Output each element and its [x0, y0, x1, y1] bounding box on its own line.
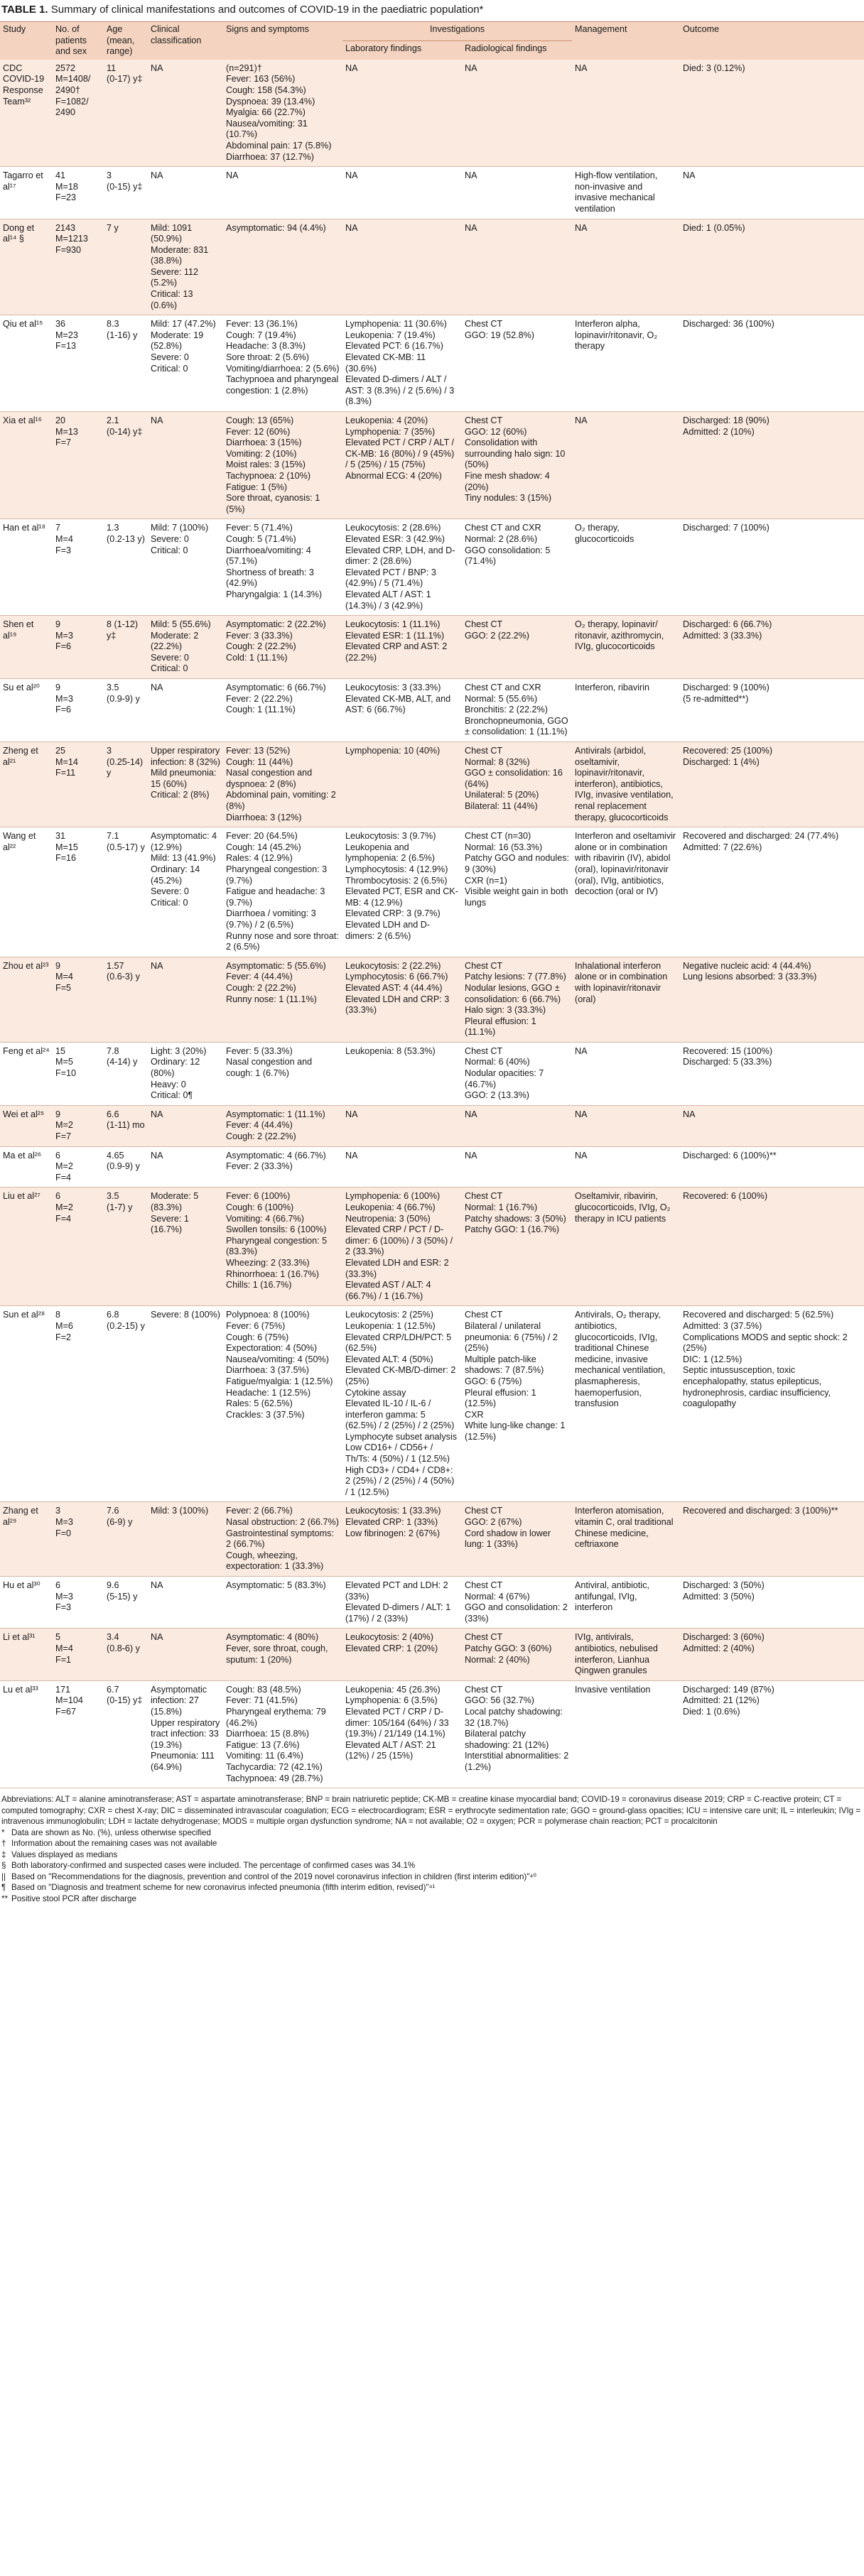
cell-age: 9.6 (5-15) y	[104, 1577, 148, 1629]
footnote-symbol: ‡	[1, 1849, 6, 1859]
cell-patients: 20 M=13 F=7	[53, 412, 104, 519]
cell-patients: 31 M=15 F=16	[53, 827, 104, 957]
footnote	[1, 1849, 863, 1861]
table-label: TABLE 1.	[1, 4, 48, 16]
table-row	[0, 957, 864, 1042]
cell-study: Ma et al²⁶	[0, 1146, 53, 1188]
footnote-symbol: ||	[1, 1871, 6, 1881]
footnotes	[0, 1788, 864, 1904]
cell-management: NA	[572, 412, 680, 519]
cell-lab: NA	[342, 60, 462, 167]
cell-age: 8.3 (1-16) y	[104, 315, 148, 412]
cell-radio: Chest CT GGO: 2 (22.2%)	[462, 616, 572, 679]
cell-study: Shen et al¹⁹	[0, 616, 53, 679]
cell-outcome: Recovered and discharged: 24 (77.4%) Admitted: 7 (22.6%)	[680, 827, 864, 957]
cell-age: 3.5 (0.9-9) y	[104, 679, 148, 742]
cell-radio: Chest CT GGO: 19 (52.8%)	[462, 315, 572, 412]
cell-lab: Leukocytosis: 2 (22.2%) Lymphocytosis: 6 (66.7%) Elevated AST: 4 (44.4%) Elevated LDH and CRP: 3 (33.3%)	[342, 957, 462, 1042]
cell-radio: Chest CT (n=30) Normal: 16 (53.3%) Patchy GGO and nodules: 9 (30%) CXR (n=1) Visible weight gain in both lungs	[462, 827, 572, 957]
cell-radio: NA	[462, 219, 572, 315]
footnote-symbol: **	[1, 1893, 9, 1903]
cell-lab: Lymphopenia: 10 (40%)	[342, 742, 462, 827]
cell-radio: Chest CT Normal: 4 (67%) GGO and consolidation: 2 (33%)	[462, 1577, 572, 1629]
cell-signs: Polypnoea: 8 (100%) Fever: 6 (75%) Cough: 6 (75%) Expectoration: 4 (50%) Nausea/vomiting: 4 (50%) Diarrhoea: 3 (37.5%) Fatigue/myalgia: 1 (12.5%) Headache: 1 (12.5%) Rales: 5 (62.5%) Crackles: 3 (37.5%)	[223, 1306, 342, 1502]
cell-age: 7 y	[104, 219, 148, 315]
cell-clinical: Mild: 17 (47.2%) Moderate: 19 (52.8%) Severe: 0 Critical: 0	[148, 315, 223, 412]
cell-patients: 9 M=3 F=6	[53, 616, 104, 679]
footnote-list	[1, 1827, 863, 1905]
footnote-text: Data are shown as No. (%), unless otherwise specified	[11, 1827, 211, 1837]
table-row	[0, 60, 864, 167]
cell-outcome: Died: 1 (0.05%)	[680, 219, 864, 315]
cell-clinical: Light: 3 (20%) Ordinary: 12 (80%) Heavy: 0 Critical: 0¶	[148, 1042, 223, 1105]
cell-patients: 7 M=4 F=3	[53, 519, 104, 616]
header-radiological-findings: Radiological findings	[462, 40, 572, 59]
table-row	[0, 1105, 864, 1146]
cell-study: CDC COVID-19 Response Team³²	[0, 60, 53, 167]
cell-management: Inhalational interferon alone or in combination with lopinavir/ritonavir (oral)	[572, 957, 680, 1042]
table-row	[0, 616, 864, 679]
cell-study: Su et al²⁰	[0, 679, 53, 742]
cell-management: Interferon and oseltamivir alone or in combination with ribavirin (IV), abidol (oral), lopinavir/ritonavir (oral), IVIg, antibiotics, decoction (oral or IV)	[572, 827, 680, 957]
cell-study: Wei et al²⁵	[0, 1105, 53, 1146]
cell-age: 7.8 (4-14) y	[104, 1042, 148, 1105]
cell-clinical: NA	[148, 957, 223, 1042]
footnote-text: Information about the remaining cases was not available	[11, 1839, 217, 1849]
cell-radio: Chest CT and CXR Normal: 5 (55.6%) Bronchitis: 2 (22.2%) Bronchopneumonia, GGO ± consolidation: 1 (11.1%)	[462, 679, 572, 742]
cell-outcome: Recovered and discharged: 3 (100%)**	[680, 1502, 864, 1577]
cell-clinical: NA	[148, 167, 223, 219]
cell-age: 3.4 (0.8-6) y	[104, 1629, 148, 1680]
cell-signs: Asymptomatic: 1 (11.1%) Fever: 4 (44.4%) Cough: 2 (22.2%)	[223, 1105, 342, 1146]
footnote	[1, 1838, 863, 1849]
cell-patients: 6 M=3 F=3	[53, 1577, 104, 1629]
footnote-text: Based on "Diagnosis and treatment scheme for new coronavirus infected pneumonia (fifth interim edition, revised)"⁴¹	[11, 1883, 436, 1893]
cell-clinical: Asymptomatic: 4 (12.9%) Mild: 13 (41.9%) Ordinary: 14 (45.2%) Severe: 0 Critical: 0	[148, 827, 223, 957]
table-row	[0, 519, 864, 616]
cell-management: Interferon alpha, lopinavir/ritonavir, O₂ therapy	[572, 315, 680, 412]
cell-outcome: Recovered: 6 (100%)	[680, 1188, 864, 1306]
cell-patients: 3 M=3 F=0	[53, 1502, 104, 1577]
cell-outcome: Discharged: 149 (87%) Admitted: 21 (12%) Died: 1 (0.6%)	[680, 1680, 864, 1788]
cell-management: Antivirals, O₂ therapy, antibiotics, glucocorticoids, IVIg, traditional Chinese medicine, invasive mechanical ventilation, plasmapheresis, haemoperfusion, transfusion	[572, 1306, 680, 1502]
cell-lab: Leukocytosis: 2 (28.6%) Elevated ESR: 3 (42.9%) Elevated CRP, LDH, and D-dimer: 2 (28.6%) Elevated PCT / BNP: 3 (42.9%) / 5 (71.4%) Elevated ALT / AST: 1 (14.3%) / 3 (42.9%)	[342, 519, 462, 616]
cell-radio: Chest CT Patchy GGO: 3 (60%) Normal: 2 (40%)	[462, 1629, 572, 1680]
cell-management: Interferon, ribavirin	[572, 679, 680, 742]
cell-signs: Fever: 13 (52%) Cough: 11 (44%) Nasal congestion and dyspnoea: 2 (8%) Abdominal pain, vomiting: 2 (8%) Diarrhoea: 3 (12%)	[223, 742, 342, 827]
table-row	[0, 679, 864, 742]
header-management: Management	[572, 22, 680, 60]
cell-radio: NA	[462, 1105, 572, 1146]
table-row	[0, 827, 864, 957]
summary-table	[0, 21, 864, 1788]
cell-outcome: NA	[680, 1105, 864, 1146]
cell-signs: Asymptomatic: 4 (80%) Fever, sore throat, cough, sputum: 1 (20%)	[223, 1629, 342, 1680]
cell-management: High-flow ventilation, non-invasive and invasive mechanical ventilation	[572, 167, 680, 219]
cell-signs: Cough: 13 (65%) Fever: 12 (60%) Diarrhoea: 3 (15%) Vomiting: 2 (10%) Moist rales: 3 (15%) Tachypnoea: 2 (10%) Fatigue: 1 (5%) Sore throat, cyanosis: 1 (5%)	[223, 412, 342, 519]
cell-radio: Chest CT GGO: 56 (32.7%) Local patchy shadowing: 32 (18.7%) Bilateral patchy shadowing: 21 (12%) Interstitial abnormalities: 2 (1.2%)	[462, 1680, 572, 1788]
cell-outcome: Negative nucleic acid: 4 (44.4%) Lung lesions absorbed: 3 (33.3%)	[680, 957, 864, 1042]
cell-study: Zhang et al²⁹	[0, 1502, 53, 1577]
cell-radio: Chest CT GGO: 12 (60%) Consolidation with surrounding halo sign: 10 (50%) Fine mesh shadow: 4 (20%) Tiny nodules: 3 (15%)	[462, 412, 572, 519]
cell-age: 7.6 (6-9) y	[104, 1502, 148, 1577]
cell-lab: NA	[342, 1105, 462, 1146]
cell-signs: Fever: 6 (100%) Cough: 6 (100%) Vomiting: 4 (66.7%) Swollen tonsils: 6 (100%) Pharyngeal congestion: 5 (83.3%) Wheezing: 2 (33.3%) Rhinorrhoea: 1 (16.7%) Chills: 1 (16.7%)	[223, 1188, 342, 1306]
cell-lab: Leukocytosis: 1 (33.3%) Elevated CRP: 1 (33%) Low fibrinogen: 2 (67%)	[342, 1502, 462, 1577]
table-body	[0, 60, 864, 1788]
table-row	[0, 315, 864, 412]
cell-signs: Fever: 2 (66.7%) Nasal obstruction: 2 (66.7%) Gastrointestinal symptoms: 2 (66.7%) Cough, wheezing, expectoration: 1 (33.3%)	[223, 1502, 342, 1577]
cell-lab: Leukocytosis: 1 (11.1%) Elevated ESR: 1 (11.1%) Elevated CRP and AST: 2 (22.2%)	[342, 616, 462, 679]
footnote-symbol: †	[1, 1839, 6, 1849]
cell-study: Zhou et al²³	[0, 957, 53, 1042]
cell-lab: Leukocytosis: 3 (33.3%) Elevated CK-MB, ALT, and AST: 6 (66.7%)	[342, 679, 462, 742]
cell-management: Antiviral, antibiotic, antifungal, IVIg, interferon	[572, 1577, 680, 1629]
cell-study: Lu et al³³	[0, 1680, 53, 1788]
table-caption	[0, 0, 864, 21]
cell-outcome: Discharged: 6 (100%)**	[680, 1146, 864, 1188]
header-investigations: Investigations	[342, 22, 572, 41]
cell-age: 6.7 (0-15) y‡	[104, 1680, 148, 1788]
cell-signs: Asymptomatic: 2 (22.2%) Fever: 3 (33.3%) Cough: 2 (22.2%) Cold: 1 (11.1%)	[223, 616, 342, 679]
cell-patients: 5 M=4 F=1	[53, 1629, 104, 1680]
cell-management: NA	[572, 60, 680, 167]
cell-lab: Leukocytosis: 3 (9.7%) Leukopenia and lymphopenia: 2 (6.5%) Lymphocytosis: 4 (12.9%) Thrombocytosis: 2 (6.5%) Elevated PCT, ESR and CK-MB: 4 (12.9%) Elevated CRP: 3 (9.7%) Elevated LDH and D-dimers: 2 (6.5%)	[342, 827, 462, 957]
cell-radio: Chest CT Patchy lesions: 7 (77.8%) Nodular lesions, GGO ± consolidation: 6 (66.7%) Halo sign: 3 (33.3%) Pleural effusion: 1 (11.1%)	[462, 957, 572, 1042]
header-laboratory-findings: Laboratory findings	[342, 40, 462, 59]
cell-lab: Elevated PCT and LDH: 2 (33%) Elevated D-dimers / ALT: 1 (17%) / 2 (33%)	[342, 1577, 462, 1629]
cell-management: Invasive ventilation	[572, 1680, 680, 1788]
table-row	[0, 1502, 864, 1577]
cell-age: 3.5 (1-7) y	[104, 1188, 148, 1306]
cell-age: 1.57 (0.6-3) y	[104, 957, 148, 1042]
cell-outcome: Discharged: 3 (60%) Admitted: 2 (40%)	[680, 1629, 864, 1680]
footnote-text: Both laboratory-confirmed and suspected cases were included. The percentage of confirmed cases was 34.1%	[11, 1861, 416, 1871]
cell-radio: Chest CT Normal: 8 (32%) GGO ± consolidation: 16 (64%) Unilateral: 5 (20%) Bilateral: 11 (44%)	[462, 742, 572, 827]
cell-clinical: Mild: 1091 (50.9%) Moderate: 831 (38.8%) Severe: 112 (5.2%) Critical: 13 (0.6%)	[148, 219, 223, 315]
cell-management: NA	[572, 1146, 680, 1188]
header-patients: No. of patients and sex	[53, 22, 104, 60]
cell-patients: 36 M=23 F=13	[53, 315, 104, 412]
cell-signs: (n=291)† Fever: 163 (56%) Cough: 158 (54.3%) Dyspnoea: 39 (13.4%) Myalgia: 66 (22.7%) Nausea/vomiting: 31 (10.7%) Abdominal pain: 17 (5.8%) Diarrhoea: 37 (12.7%)	[223, 60, 342, 167]
table-row	[0, 1577, 864, 1629]
cell-signs: Asymptomatic: 5 (55.6%) Fever: 4 (44.4%) Cough: 2 (22.2%) Runny nose: 1 (11.1%)	[223, 957, 342, 1042]
table-row	[0, 742, 864, 827]
cell-outcome: Discharged: 18 (90%) Admitted: 2 (10%)	[680, 412, 864, 519]
cell-signs: Asymptomatic: 5 (83.3%)	[223, 1577, 342, 1629]
cell-outcome: Discharged: 7 (100%)	[680, 519, 864, 616]
cell-study: Feng et al²⁴	[0, 1042, 53, 1105]
cell-patients: 9 M=2 F=7	[53, 1105, 104, 1146]
cell-radio: NA	[462, 60, 572, 167]
cell-outcome: Discharged: 6 (66.7%) Admitted: 3 (33.3%)	[680, 616, 864, 679]
cell-patients: 6 M=2 F=4	[53, 1146, 104, 1188]
footnote-symbol: ¶	[1, 1883, 6, 1893]
cell-management: Oseltamivir, ribavirin, glucocorticoids, IVIg, O₂ therapy in ICU patients	[572, 1188, 680, 1306]
cell-management: NA	[572, 1042, 680, 1105]
cell-radio: Chest CT and CXR Normal: 2 (28.6%) GGO consolidation: 5 (71.4%)	[462, 519, 572, 616]
header-signs-symptoms: Signs and symptoms	[223, 22, 342, 60]
cell-study: Liu et al²⁷	[0, 1188, 53, 1306]
cell-study: Tagarro et al¹⁷	[0, 167, 53, 219]
cell-signs: Fever: 13 (36.1%) Cough: 7 (19.4%) Headache: 3 (8.3%) Sore throat: 2 (5.6%) Vomiting/diarrhoea: 2 (5.6%) Tachypnoea and pharyngeal congestion: 1 (2.8%)	[223, 315, 342, 412]
cell-lab: Lymphopenia: 6 (100%) Leukopenia: 4 (66.7%) Neutropenia: 3 (50%) Elevated CRP / PCT / D-dimer: 6 (100%) / 3 (50%) / 2 (33.3%) Elevated LDH and ESR: 2 (33.3%) Elevated AST / ALT: 4 (66.7%) / 1 (16.7%)	[342, 1188, 462, 1306]
footnote	[1, 1860, 863, 1871]
cell-age: 2.1 (0-14) y‡	[104, 412, 148, 519]
footnote-text: Positive stool PCR after discharge	[11, 1893, 136, 1903]
table-row	[0, 1042, 864, 1105]
cell-patients: 9 M=3 F=6	[53, 679, 104, 742]
cell-clinical: NA	[148, 1146, 223, 1188]
cell-radio: Chest CT Normal: 1 (16.7%) Patchy shadows: 3 (50%) Patchy GGO: 1 (16.7%)	[462, 1188, 572, 1306]
cell-outcome: Recovered: 25 (100%) Discharged: 1 (4%)	[680, 742, 864, 827]
cell-age: 1.3 (0.2-13 y)	[104, 519, 148, 616]
table-row	[0, 167, 864, 219]
cell-clinical: Mild: 7 (100%) Severe: 0 Critical: 0	[148, 519, 223, 616]
cell-clinical: NA	[148, 1105, 223, 1146]
header-outcome: Outcome	[680, 22, 864, 60]
cell-lab: Lymphopenia: 11 (30.6%) Leukopenia: 7 (19.4%) Elevated PCT: 6 (16.7%) Elevated CK-MB: 11 (30.6%) Elevated D-dimers / ALT / AST: 3 (8.3%) / 2 (5.6%) / 3 (8.3%)	[342, 315, 462, 412]
header-age: Age (mean, range)	[104, 22, 148, 60]
cell-outcome: Discharged: 9 (100%) (5 re-admitted**)	[680, 679, 864, 742]
table-row	[0, 1146, 864, 1188]
cell-study: Hu et al³⁰	[0, 1577, 53, 1629]
cell-study: Dong et al¹⁴ §	[0, 219, 53, 315]
cell-outcome: Recovered and discharged: 5 (62.5%) Admitted: 3 (37.5%) Complications MODS and septic shock: 2 (25%) DIC: 1 (12.5%) Septic intussusception, toxic encephalopathy, status epilepticus, hydronephrosis, cardiac insufficiency, coagulopathy	[680, 1306, 864, 1502]
table-row	[0, 1306, 864, 1502]
cell-radio: NA	[462, 1146, 572, 1188]
cell-lab: Leukocytosis: 2 (40%) Elevated CRP: 1 (20%)	[342, 1629, 462, 1680]
cell-lab: Leukopenia: 45 (26.3%) Lymphopenia: 6 (3.5%) Elevated PCT / CRP / D-dimer: 105/164 (64%) / 33 (19.3%) / 21/149 (14.1%) Elevated ALT / AST: 21 (12%) / 25 (15%)	[342, 1680, 462, 1788]
header-study: Study	[0, 22, 53, 60]
table-row	[0, 1680, 864, 1788]
cell-management: IVIg, antivirals, antibiotics, nebulised interferon, Lianhua Qingwen granules	[572, 1629, 680, 1680]
cell-radio: Chest CT Normal: 6 (40%) Nodular opacities: 7 (46.7%) GGO: 2 (13.3%)	[462, 1042, 572, 1105]
cell-patients: 8 M=6 F=2	[53, 1306, 104, 1502]
cell-study: Sun et al²⁸	[0, 1306, 53, 1502]
cell-radio: Chest CT GGO: 2 (67%) Cord shadow in lower lung: 1 (33%)	[462, 1502, 572, 1577]
cell-signs: NA	[223, 167, 342, 219]
cell-age: 11 (0-17) y‡	[104, 60, 148, 167]
footnote-symbol: *	[1, 1827, 5, 1837]
cell-management: Antivirals (arbidol, oseltamivir, lopinavir/ritonavir, interferon), antibiotics, IVIg, invasive ventilation, renal replacement therapy, glucocorticoids	[572, 742, 680, 827]
cell-clinical: Upper respiratory infection: 8 (32%) Mild pneumonia: 15 (60%) Critical: 2 (8%)	[148, 742, 223, 827]
cell-lab: Leukocytosis: 2 (25%) Leukopenia: 1 (12.5%) Elevated CRP/LDH/PCT: 5 (62.5%) Elevated ALT: 4 (50%) Elevated CK-MB/D-dimer: 2 (25%) Cytokine assay Elevated IL-10 / IL-6 / interferon gamma: 5 (62.5%) / 2 (25%) / 2 (25%) Lymphocyte subset analysis Low CD16+ / CD56+ / Th/Ts: 4 (50%) / 1 (12.5%) High CD3+ / CD4+ / CD8+: 2 (25%) / 2 (25%) / 4 (50%) / 1 (12.5%)	[342, 1306, 462, 1502]
cell-patients: 41 M=18 F=23	[53, 167, 104, 219]
cell-signs: Asymptomatic: 94 (4.4%)	[223, 219, 342, 315]
table-row	[0, 412, 864, 519]
cell-study: Han et al¹⁸	[0, 519, 53, 616]
header-clinical-classification: Clinical classification	[148, 22, 223, 60]
cell-patients: 9 M=4 F=5	[53, 957, 104, 1042]
footnote	[1, 1871, 863, 1883]
cell-clinical: NA	[148, 412, 223, 519]
cell-signs: Fever: 20 (64.5%) Cough: 14 (45.2%) Rales: 4 (12.9%) Pharyngeal congestion: 3 (9.7%) Fatigue and headache: 3 (9.7%) Diarrhoea / vomiting: 3 (9.7%) / 2 (6.5%) Runny nose and sore throat: 2 (6.5%)	[223, 827, 342, 957]
cell-clinical: NA	[148, 1629, 223, 1680]
cell-signs: Fever: 5 (71.4%) Cough: 5 (71.4%) Diarrhoea/vomiting: 4 (57.1%) Shortness of breath: 3 (42.9%) Pharyngalgia: 1 (14.3%)	[223, 519, 342, 616]
cell-patients: 15 M=5 F=10	[53, 1042, 104, 1105]
cell-study: Li et al³¹	[0, 1629, 53, 1680]
table-row	[0, 1188, 864, 1306]
cell-lab: Leukopenia: 8 (53.3%)	[342, 1042, 462, 1105]
cell-outcome: Discharged: 3 (50%) Admitted: 3 (50%)	[680, 1577, 864, 1629]
cell-age: 3 (0.25-14) y	[104, 742, 148, 827]
cell-outcome: Discharged: 36 (100%)	[680, 315, 864, 412]
cell-outcome: NA	[680, 167, 864, 219]
cell-clinical: Severe: 8 (100%)	[148, 1306, 223, 1502]
footnote	[1, 1827, 863, 1839]
cell-outcome: Recovered: 15 (100%) Discharged: 5 (33.3%)	[680, 1042, 864, 1105]
table-row	[0, 1629, 864, 1680]
footnote-symbol: §	[1, 1861, 6, 1871]
cell-clinical: NA	[148, 679, 223, 742]
cell-radio: Chest CT Bilateral / unilateral pneumonia: 6 (75%) / 2 (25%) Multiple patch-like shadows: 7 (87.5%) GGO: 6 (75%) Pleural effusion: 1 (12.5%) CXR White lung-like change: 1 (12.5%)	[462, 1306, 572, 1502]
cell-patients: 6 M=2 F=4	[53, 1188, 104, 1306]
cell-patients: 25 M=14 F=11	[53, 742, 104, 827]
cell-patients: 171 M=104 F=67	[53, 1680, 104, 1788]
cell-study: Xia et al¹⁶	[0, 412, 53, 519]
cell-radio: NA	[462, 167, 572, 219]
cell-signs: Asymptomatic: 6 (66.7%) Fever: 2 (22.2%) Cough: 1 (11.1%)	[223, 679, 342, 742]
cell-lab: Leukopenia: 4 (20%) Lymphopenia: 7 (35%) Elevated PCT / CRP / ALT / CK-MB: 16 (80%) / 9 (45%) / 5 (25%) / 15 (75%) Abnormal ECG: 4 (20%)	[342, 412, 462, 519]
footnote	[1, 1882, 863, 1893]
table-title: Summary of clinical manifestations and outcomes of COVID-19 in the paediatric population*	[50, 4, 484, 16]
cell-clinical: Mild: 5 (55.6%) Moderate: 2 (22.2%) Severe: 0 Critical: 0	[148, 616, 223, 679]
cell-patients: 2572 M=1408/ 2490† F=1082/ 2490	[53, 60, 104, 167]
cell-clinical: Asymptomatic infection: 27 (15.8%) Upper respiratory tract infection: 33 (19.3%) Pneumonia: 111 (64.9%)	[148, 1680, 223, 1788]
cell-signs: Asymptomatic: 4 (66.7%) Fever: 2 (33.3%)	[223, 1146, 342, 1188]
cell-clinical: NA	[148, 1577, 223, 1629]
abbreviations-note: Abbreviations: ALT = alanine aminotransferase; AST = aspartate aminotransferase; BNP = brain natriuretic peptide; CK-MB = creatine kinase myocardial band; COVID-19 = coronavirus disease 2019; CRP = C-reactive protein; CT = computed tomography; CXR = chest X-ray; DIC = disseminated intravascular coagulation; ECG = electrocardiogram; ESR = erythrocyte sedimentation rate; GGO = ground-glass opacities; ICU = intensive care unit; IL = interleukin; IVIg = intravenous immunoglobulin; LDH = lactate dehydrogenase; MODS = multiple organ dysfunction syndrome; NA = not available; O2 = oxygen; PCR = polymerase chain reaction; PCT = procalcitonin	[1, 1795, 861, 1827]
cell-signs: Cough: 83 (48.5%) Fever: 71 (41.5%) Pharyngeal erythema: 79 (46.2%) Diarrhoea: 15 (8.8%) Fatigue: 13 (7.6%) Vomiting: 11 (6.4%) Tachycardia: 72 (42.1%) Tachypnoea: 49 (28.7%)	[223, 1680, 342, 1788]
cell-study: Qiu et al¹⁵	[0, 315, 53, 412]
cell-lab: NA	[342, 167, 462, 219]
cell-age: 8 (1-12) y‡	[104, 616, 148, 679]
cell-management: NA	[572, 219, 680, 315]
cell-age: 3 (0-15) y‡	[104, 167, 148, 219]
cell-lab: NA	[342, 219, 462, 315]
cell-management: Interferon atomisation, vitamin C, oral traditional Chinese medicine, ceftriaxone	[572, 1502, 680, 1577]
cell-age: 6.8 (0.2-15) y	[104, 1306, 148, 1502]
cell-patients: 2143 M=1213 F=930	[53, 219, 104, 315]
cell-clinical: NA	[148, 60, 223, 167]
cell-clinical: Moderate: 5 (83.3%) Severe: 1 (16.7%)	[148, 1188, 223, 1306]
cell-signs: Fever: 5 (33.3%) Nasal congestion and cough: 1 (6.7%)	[223, 1042, 342, 1105]
cell-clinical: Mild: 3 (100%)	[148, 1502, 223, 1577]
footnote-text: Based on "Recommendations for the diagnosis, prevention and control of the 2019 novel coronavirus infection in children (first interim edition)"⁴⁰	[11, 1871, 537, 1881]
cell-age: 6.6 (1-11) mo	[104, 1105, 148, 1146]
footnote-text: Values displayed as medians	[11, 1849, 118, 1859]
cell-outcome: Died: 3 (0.12%)	[680, 60, 864, 167]
cell-management: O₂ therapy, glucocorticoids	[572, 519, 680, 616]
cell-management: O₂ therapy, lopinavir/ ritonavir, azithromycin, IVIg, glucocorticoids	[572, 616, 680, 679]
footnote	[1, 1893, 863, 1905]
cell-study: Wang et al²²	[0, 827, 53, 957]
cell-age: 7.1 (0.5-17) y	[104, 827, 148, 957]
cell-management: NA	[572, 1105, 680, 1146]
cell-lab: NA	[342, 1146, 462, 1188]
table-row	[0, 219, 864, 315]
cell-study: Zheng et al²¹	[0, 742, 53, 827]
cell-age: 4.65 (0.9-9) y	[104, 1146, 148, 1188]
